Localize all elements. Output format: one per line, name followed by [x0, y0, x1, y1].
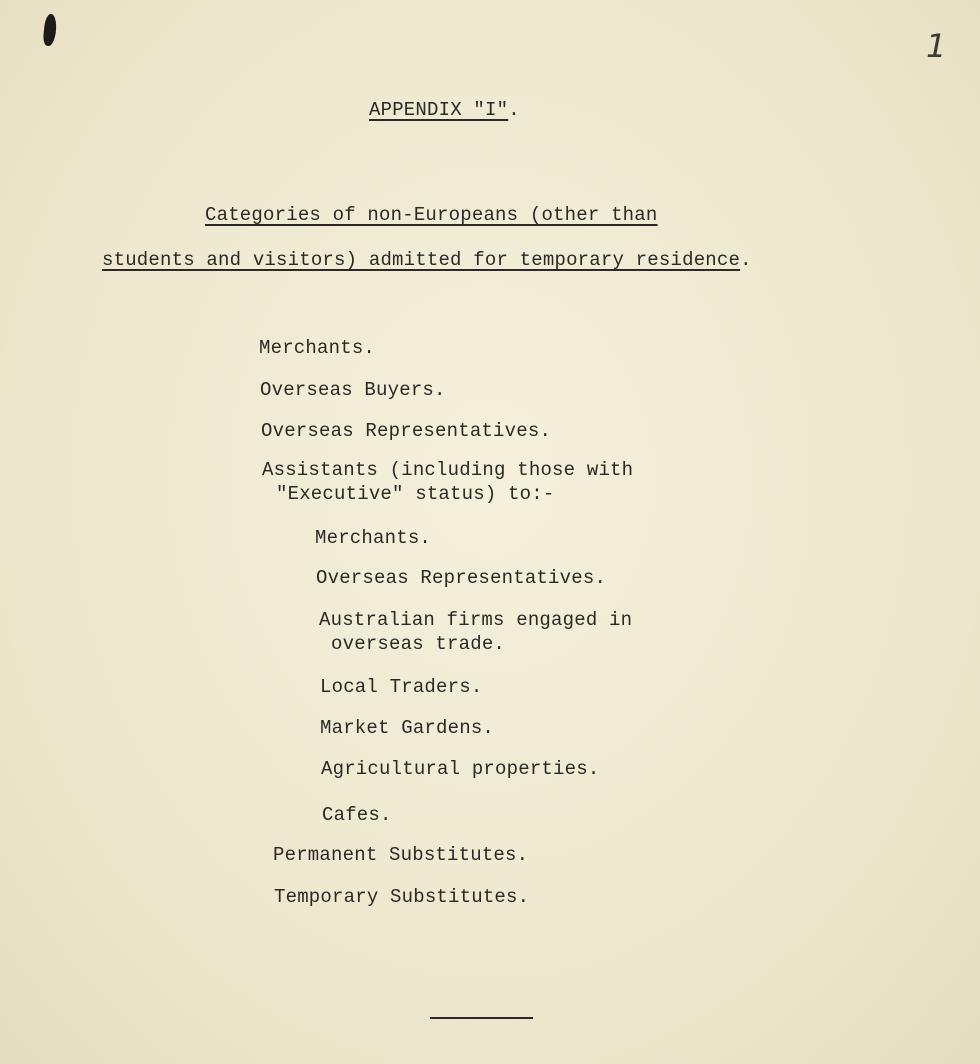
category-overseas-representatives: Overseas Representatives.: [261, 420, 552, 442]
assistant-role-australian-firms-line-1: Australian firms engaged in: [319, 609, 633, 631]
category-merchants: Merchants.: [259, 337, 376, 359]
assistant-role-merchants: Merchants.: [315, 527, 432, 549]
assistant-role-cafes: Cafes.: [322, 804, 392, 826]
appendix-title-text: APPENDIX "I": [369, 99, 509, 121]
assistant-role-agricultural-properties: Agricultural properties.: [321, 758, 600, 780]
appendix-title-period: .: [508, 99, 520, 121]
closing-rule: [430, 1017, 533, 1019]
assistant-role-australian-firms-line-2: overseas trade.: [331, 633, 506, 655]
category-overseas-buyers: Overseas Buyers.: [260, 379, 446, 401]
subtitle-line-1: Categories of non-Europeans (other than: [205, 204, 658, 226]
assistant-role-local-traders: Local Traders.: [320, 676, 483, 698]
subtitle-line-2: [102, 249, 752, 271]
ink-blot-mark: [42, 13, 57, 46]
category-assistants-line-1: Assistants (including those with: [262, 459, 634, 481]
subtitle-line-2-text: students and visitors) admitted for temporary residence: [102, 249, 741, 271]
category-permanent-substitutes: Permanent Substitutes.: [273, 844, 529, 866]
assistant-role-market-gardens: Market Gardens.: [320, 717, 495, 739]
appendix-title: [369, 99, 520, 121]
assistant-role-overseas-representatives: Overseas Representatives.: [316, 567, 607, 589]
handwritten-page-number: 1: [926, 27, 947, 65]
category-assistants-line-2: "Executive" status) to:-: [276, 483, 555, 505]
category-temporary-substitutes: Temporary Substitutes.: [274, 886, 530, 908]
subtitle-period: .: [740, 249, 752, 271]
